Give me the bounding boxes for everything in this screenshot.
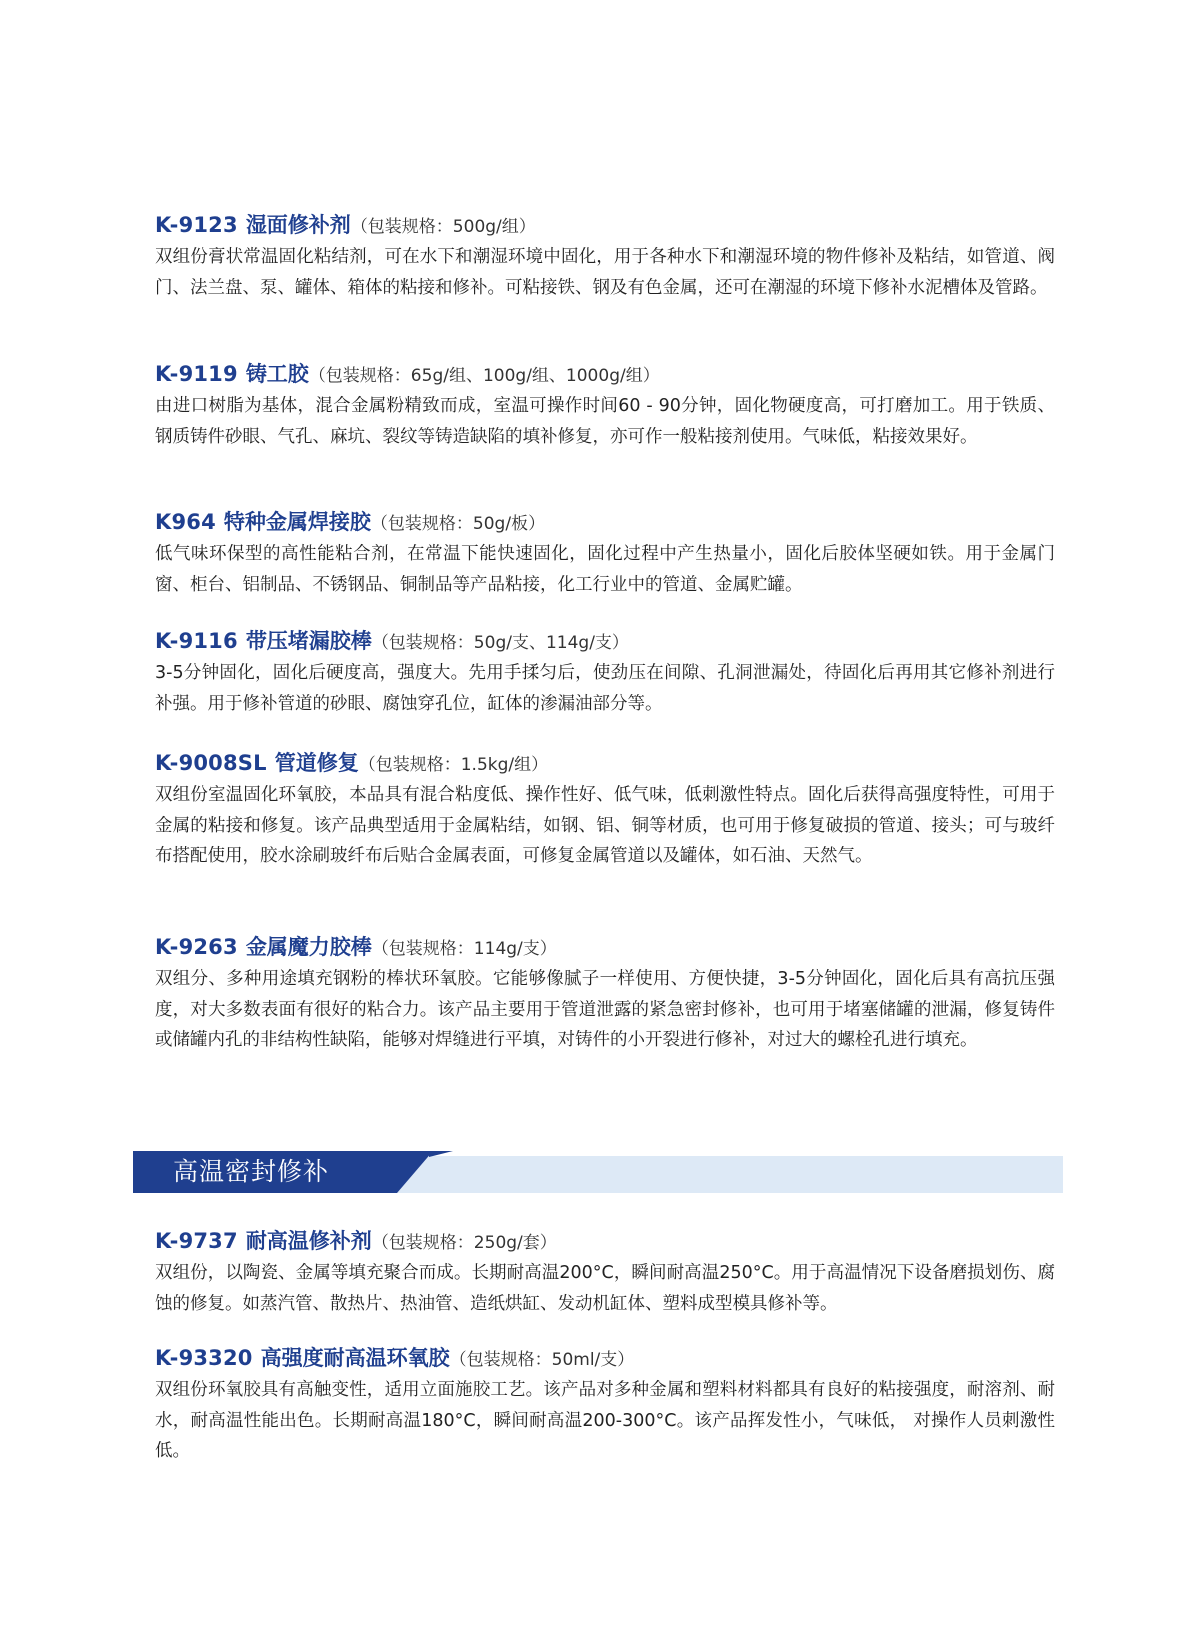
product-description: 低气味环保型的高性能粘合剂，在常温下能快速固化，固化过程中产生热量小，固化后胶体坚硬如铁。用于金属门窗、柜台、铝制品、不锈钢品、铜制品等产品粘接，化工行业中的管道、金属贮罐。 [155,544,1055,595]
product-title [155,1222,1055,1258]
product-entry [155,744,1055,872]
product-entry [155,928,1055,1056]
product-name: 湿面修补剂 [245,213,351,237]
product-description: 双组份，以陶瓷、金属等填充聚合而成。长期耐高温200°C，瞬间耐高温250°C。用于高温情况下设备磨损划伤、腐蚀的修复。如蒸汽管、散热片、热油管、造纸烘缸、发动机缸体、塑料成型模具修补等。 [155,1263,1055,1314]
product-description: 由进口树脂为基体，混合金属粉精致而成，室温可操作时间60 - 90分钟，固化物硬度高，可打磨加工。用于铁质、钢质铸件砂眼、气孔、麻坑、裂纹等铸造缺陷的填补修复，亦可作一般粘接剂使用。气味低，粘接效果好。 [155,396,1055,447]
product-title [155,622,1055,658]
product-code: K-9116 [155,629,238,653]
product-title [155,928,1055,964]
product-code: K-9737 [155,1229,238,1253]
package-spec: （包装规格：50ml/支） [449,1350,635,1370]
product-description: 3-5分钟固化，固化后硬度高，强度大。先用手揉匀后，使劲压在间隙、孔洞泄漏处，待固化后再用其它修补剂进行补强。用于修补管道的砂眼、腐蚀穿孔位，缸体的渗漏油部分等。 [155,663,1055,714]
product-entry [155,355,1055,452]
section-title: 高温密封修补 [173,1157,330,1186]
product-title [155,744,1055,780]
product-name: 特种金属焊接胶 [223,510,371,534]
product-name: 高强度耐高温环氧胶 [260,1346,450,1370]
product-code: K-9263 [155,935,238,959]
product-entry [155,1339,1055,1467]
product-description: 双组份室温固化环氧胶，本品具有混合粘度低、操作性好、低气味，低刺激性特点。固化后获得高强度特性，可用于金属的粘接和修复。该产品典型适用于金属粘结，如钢、铝、铜等材质，也可用于修复破损的管道、接头；可与玻纤布搭配使用，胶水涂刷玻纤布后贴合金属表面，可修复金属管道以及罐体，如石油、天然气。 [155,785,1055,866]
package-spec: （包装规格：50g/支、114g/支） [371,633,629,653]
package-spec: （包装规格：500g/组） [350,217,536,237]
product-name: 铸工胶 [245,362,309,386]
product-entry [155,1222,1055,1319]
product-title [155,1339,1055,1375]
product-code: K-93320 [155,1346,253,1370]
product-code: K964 [155,510,216,534]
product-title [155,503,1055,539]
product-name: 耐高温修补剂 [245,1229,372,1253]
product-entry [155,206,1055,303]
product-entry [155,503,1055,600]
product-code: K-9008SL [155,751,267,775]
product-code: K-9123 [155,213,238,237]
product-description: 双组分、多种用途填充钢粉的棒状环氧胶。它能够像腻子一样使用、方便快捷，3-5分钟固化，固化后具有高抗压强度，对大多数表面有很好的粘合力。该产品主要用于管道泄露的紧急密封修补，也可用于堵塞储罐的泄漏，修复铸件或储罐内孔的非结构性缺陷，能够对焊缝进行平填，对铸件的小开裂进行修补，对过大的螺栓孔进行填充。 [155,969,1055,1050]
product-name: 金属魔力胶棒 [245,935,372,959]
package-spec: （包装规格：1.5kg/组） [358,755,549,775]
product-name: 带压堵漏胶棒 [245,629,372,653]
package-spec: （包装规格：114g/支） [371,939,557,959]
product-description: 双组份环氧胶具有高触变性，适用立面施胶工艺。该产品对多种金属和塑料材料都具有良好的粘接强度，耐溶剂、耐水，耐高温性能出色。长期耐高温180°C，瞬间耐高温200-300°C。该产品挥发性小，气味低， 对操作人员刺激性低。 [155,1380,1055,1461]
product-entry [155,622,1055,719]
product-description: 双组份膏状常温固化粘结剂，可在水下和潮湿环境中固化，用于各种水下和潮湿环境的物件修补及粘结，如管道、阀门、法兰盘、泵、罐体、箱体的粘接和修补。可粘接铁、钢及有色金属，还可在潮湿的环境下修补水泥槽体及管路。 [155,247,1055,298]
product-code: K-9119 [155,362,238,386]
product-title [155,355,1055,391]
product-name: 管道修复 [274,751,359,775]
package-spec: （包装规格：250g/套） [371,1233,557,1253]
section-banner [133,1151,1063,1193]
package-spec: （包装规格：50g/板） [370,514,546,534]
package-spec: （包装规格：65g/组、100g/组、1000g/组） [308,366,660,386]
product-title [155,206,1055,242]
